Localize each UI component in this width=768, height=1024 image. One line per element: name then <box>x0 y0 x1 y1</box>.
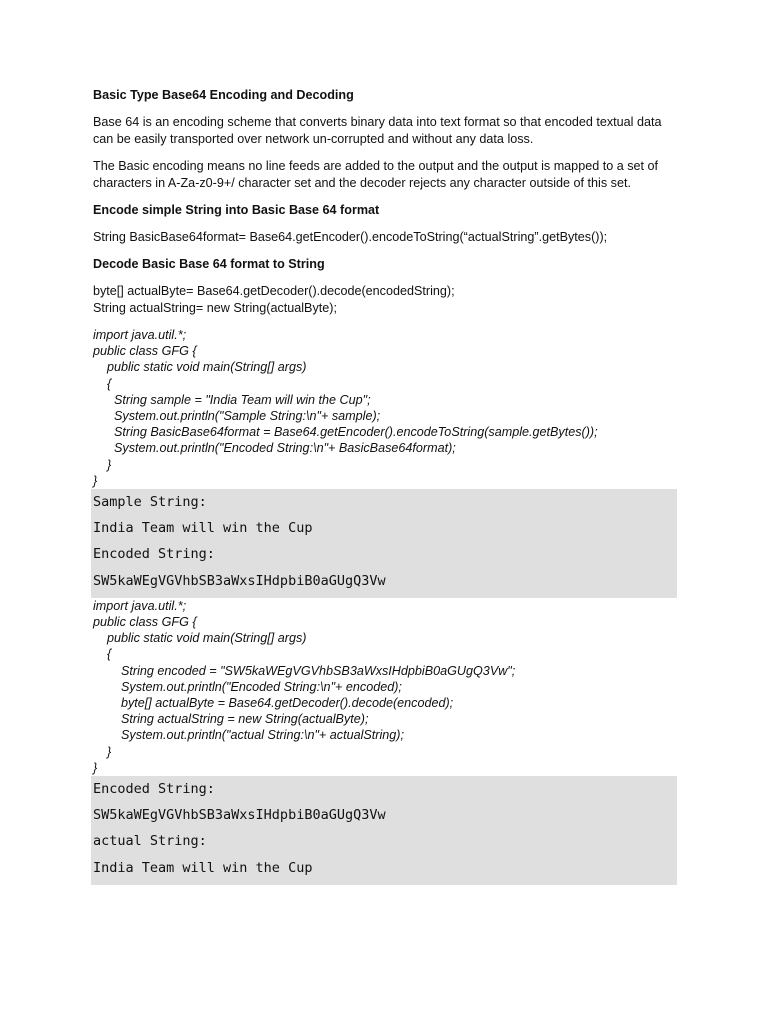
code-line: { <box>93 376 112 391</box>
decode-output-block <box>91 776 677 885</box>
code-line: System.out.println("Encoded String:\n"+ encoded); <box>93 679 402 694</box>
intro-paragraph: Base 64 is an encoding scheme that converts binary data into text format so that encoded textual data can be easily transported over network un-corrupted and without any data loss. <box>93 115 662 146</box>
code-line: public class GFG { <box>93 614 197 629</box>
code-line: } <box>93 760 98 775</box>
decode-heading: Decode Basic Base 64 format to String <box>93 257 325 271</box>
code-line: } <box>93 457 112 472</box>
code-line: public class GFG { <box>93 344 197 359</box>
code-line: System.out.println("actual String:\n"+ actualString); <box>93 728 404 743</box>
basic-encoding-paragraph: The Basic encoding means no line feeds are added to the output and the output is mapped to a set of characters in A-Za-z0-9+/ character set and the decoder rejects any character outside of this set. <box>93 159 659 190</box>
code-line: System.out.println("Encoded String:\n"+ BasicBase64format); <box>93 441 456 456</box>
code-line: } <box>93 744 112 759</box>
code-line: String sample = "India Team will win the Cup"; <box>93 392 371 407</box>
code-line: String encoded = "SW5kaWEgVGVhbSB3aWxsIHdpbiB0aGUgQ3Vw"; <box>93 663 516 678</box>
document-title: Basic Type Base64 Encoding and Decoding <box>93 88 354 102</box>
code-line: public static void main(String[] args) <box>93 360 307 375</box>
code-line: String BasicBase64format = Base64.getEncoder().encodeToString(sample.getBytes()); <box>93 425 598 440</box>
decode-statements <box>93 283 677 317</box>
output-line: SW5kaWEgVGVhbSB3aWxsIHdpbiB0aGUgQ3Vw <box>93 807 386 824</box>
code-line: import java.util.*; <box>93 328 187 342</box>
encode-heading: Encode simple String into Basic Base 64 format <box>93 203 380 217</box>
code-line: String actualString = new String(actualByte); <box>93 712 369 727</box>
code-line: System.out.println("Sample String:\n"+ sample); <box>93 409 381 424</box>
output-line: Encoded String: <box>93 546 215 563</box>
output-line: India Team will win the Cup <box>93 520 313 537</box>
code-line: { <box>93 647 112 662</box>
code-line: byte[] actualByte = Base64.getDecoder().decode(encoded); <box>93 696 454 710</box>
document-body <box>93 87 677 885</box>
output-line: Sample String: <box>93 494 207 511</box>
output-line: SW5kaWEgVGVhbSB3aWxsIHdpbiB0aGUgQ3Vw <box>93 572 386 589</box>
code-line: import java.util.*; <box>93 598 187 613</box>
encode-program-listing <box>93 327 677 489</box>
output-line: Encoded String: <box>93 781 215 798</box>
output-line: actual String: <box>93 833 207 850</box>
output-line: India Team will win the Cup <box>93 859 313 876</box>
decode-statement-line: String actualString= new String(actualByte); <box>93 301 337 315</box>
decode-program-listing <box>93 598 677 776</box>
code-line: public static void main(String[] args) <box>93 631 307 646</box>
decode-statement-line: byte[] actualByte= Base64.getDecoder().decode(encodedString); <box>93 284 455 298</box>
encode-statement: String BasicBase64format= Base64.getEncoder().encodeToString(“actualString”.getBytes()); <box>93 230 608 244</box>
encode-output-block <box>91 489 677 598</box>
code-line: } <box>93 473 98 488</box>
